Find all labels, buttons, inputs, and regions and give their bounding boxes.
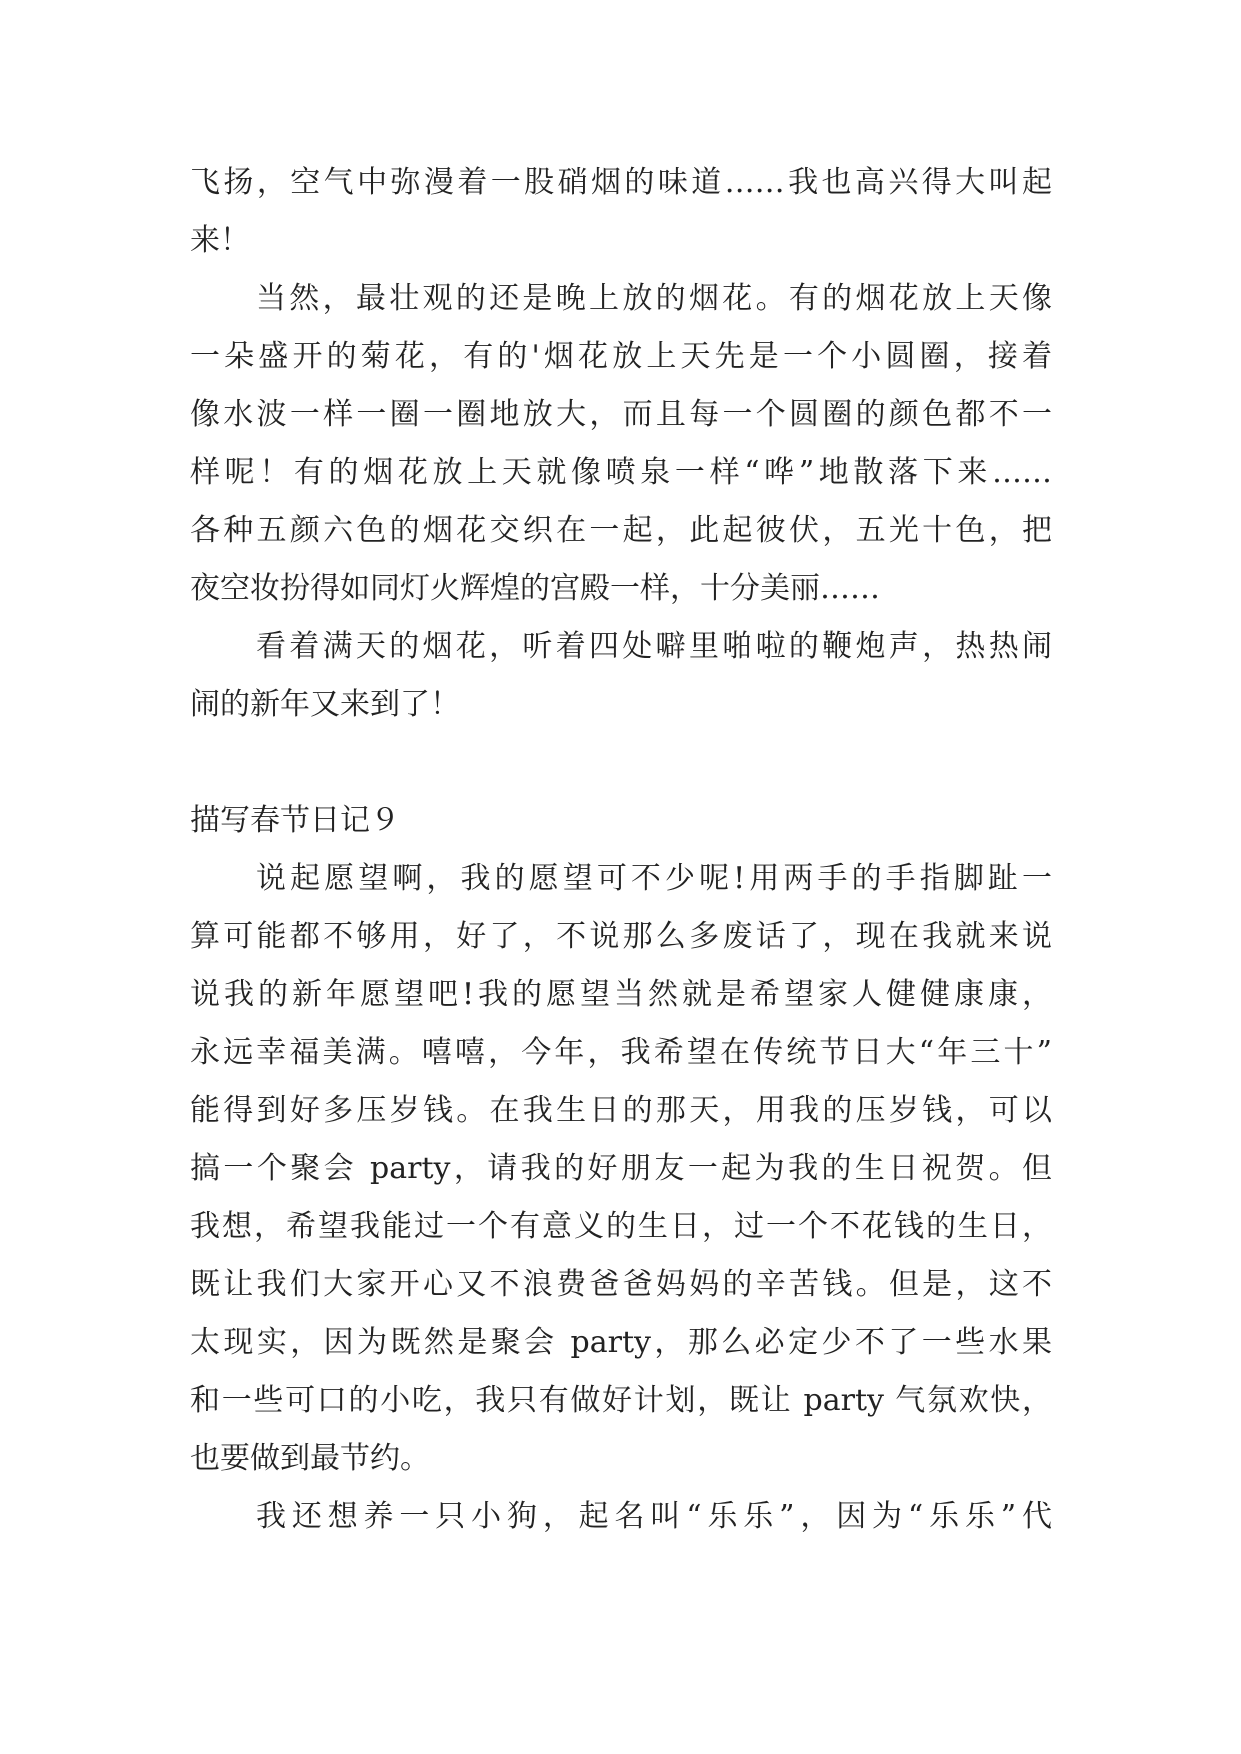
paragraph-puppy bbox=[190, 1488, 1052, 1546]
section-heading: 描写春节日记９ bbox=[190, 803, 400, 838]
paragraph-line: 也要做到最节约。 bbox=[190, 1441, 430, 1476]
paragraph-new-year bbox=[190, 618, 1052, 734]
section-spacer bbox=[190, 734, 1052, 792]
paragraph-line: 一朵盛开的菊花，有的'烟花放上天先是一个小圆圈，接着 bbox=[190, 339, 1052, 374]
paragraph-line: 来！ bbox=[190, 223, 250, 258]
paragraph-line: 当然，最壮观的还是晚上放的烟花。有的烟花放上天像 bbox=[256, 281, 1052, 316]
paragraph-line: 搞一个聚会 party，请我的好朋友一起为我的生日祝贺。但 bbox=[190, 1151, 1052, 1186]
paragraph-line: 算可能都不够用，好了，不说那么多废话了，现在我就来说 bbox=[190, 919, 1052, 954]
paragraph-line: 样呢！有的烟花放上天就像喷泉一样“哗”地散落下来…… bbox=[190, 455, 1052, 490]
paragraph-line: 我想，希望我能过一个有意义的生日，过一个不花钱的生日， bbox=[190, 1209, 1052, 1244]
paragraph-line: 各种五颜六色的烟花交织在一起，此起彼伏，五光十色，把 bbox=[190, 513, 1052, 548]
paragraph-line: 永远幸福美满。嘻嘻，今年，我希望在传统节日大“年三十” bbox=[190, 1035, 1052, 1070]
paragraph-fireworks-intro bbox=[190, 154, 1052, 270]
paragraph-line: 飞扬，空气中弥漫着一股硝烟的味道……我也高兴得大叫起 bbox=[190, 165, 1052, 200]
paragraph-line: 能得到好多压岁钱。在我生日的那天，用我的压岁钱，可以 bbox=[190, 1093, 1052, 1128]
paragraph-line: 夜空妆扮得如同灯火辉煌的宫殿一样，十分美丽…… bbox=[190, 571, 880, 606]
paragraph-line: 看着满天的烟花，听着四处噼里啪啦的鞭炮声，热热闹 bbox=[256, 629, 1052, 664]
paragraph-line: 太现实，因为既然是聚会 party，那么必定少不了一些水果 bbox=[190, 1325, 1052, 1360]
paragraph-night-fireworks bbox=[190, 270, 1052, 618]
paragraph-new-year-wish bbox=[190, 850, 1052, 1488]
document-body bbox=[190, 154, 1052, 1546]
paragraph-line: 我还想养一只小狗，起名叫“乐乐”，因为“乐乐”代 bbox=[256, 1499, 1052, 1534]
paragraph-line: 说起愿望啊，我的愿望可不少呢!用两手的手指脚趾一 bbox=[256, 861, 1052, 896]
paragraph-line: 和一些可口的小吃，我只有做好计划，既让 party 气氛欢快， bbox=[190, 1383, 1052, 1418]
paragraph-line: 既让我们大家开心又不浪费爸爸妈妈的辛苦钱。但是，这不 bbox=[190, 1267, 1052, 1302]
paragraph-line: 闹的新年又来到了！ bbox=[190, 687, 460, 722]
paragraph-line: 说我的新年愿望吧!我的愿望当然就是希望家人健健康康， bbox=[190, 977, 1052, 1012]
paragraph-line: 像水波一样一圈一圈地放大，而且每一个圆圈的颜色都不一 bbox=[190, 397, 1052, 432]
